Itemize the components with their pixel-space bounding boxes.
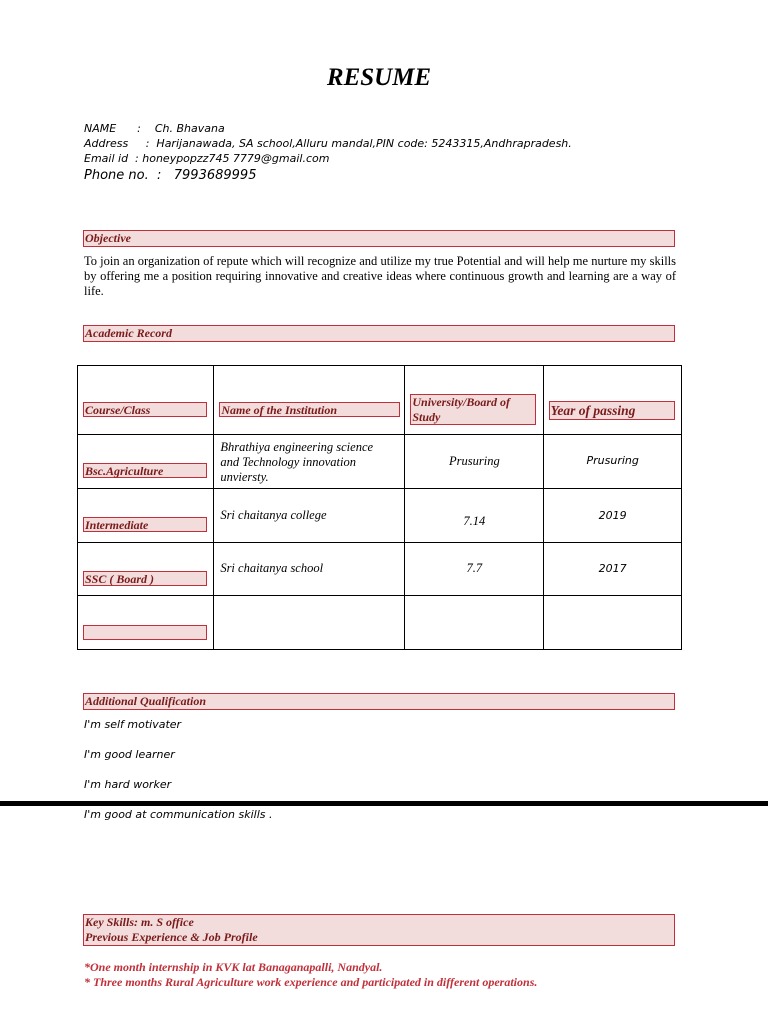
table-row [78, 435, 682, 489]
experience-item: * Three months Rural Agriculture work experience and participated in different operations. [84, 975, 538, 989]
experience-item: *One month internship in KVK lat Banaganapalli, Nandyal. [84, 960, 383, 974]
year-cell: Prusuring [586, 454, 639, 467]
horizontal-divider [0, 801, 768, 806]
header-course: Course/Class [83, 402, 207, 417]
skills-box [83, 914, 675, 946]
table-row [78, 543, 682, 596]
year-cell: 2017 [598, 562, 627, 575]
institution-cell: Sri chaitanya school [220, 561, 324, 575]
list-item: I'm good at communication skills . [84, 808, 273, 821]
address-line: Address : Harijanawada, SA school,Alluru mandal,PIN code: 5243315,Andhrapradesh. [84, 137, 572, 150]
academic-heading: Academic Record [83, 325, 675, 342]
board-cell: Prusuring [449, 454, 500, 468]
table-row [78, 489, 682, 543]
course-cell: Intermediate [83, 517, 207, 532]
institution-cell: Sri chaitanya college [220, 508, 327, 522]
key-skills-line: Key Skills: m. S office [85, 915, 194, 929]
objective-heading: Objective [83, 230, 675, 247]
header-institution: Name of the Institution [219, 402, 400, 417]
course-cell: SSC ( Board ) [83, 571, 207, 586]
table-header-row [78, 366, 682, 435]
list-item: I'm hard worker [84, 778, 172, 791]
table-row [78, 596, 682, 650]
name-line: NAME : Ch. Bhavana [84, 122, 225, 135]
objective-text: To join an organization of repute which will recognize and utilize my true Potential and will help me nurture my skills by offering me a position requiring innovative and creative ideas where continuous growth and learning are a way of life. [84, 254, 676, 298]
additional-heading: Additional Qualification [83, 693, 675, 710]
list-item: I'm self motivater [84, 718, 182, 731]
resume-title: RESUME [326, 64, 432, 91]
experience-heading: Previous Experience & Job Profile [85, 930, 258, 944]
course-cell [83, 625, 207, 640]
list-item: I'm good learner [84, 748, 175, 761]
course-cell: Bsc.Agriculture [83, 463, 207, 478]
year-cell: 2019 [598, 509, 627, 522]
institution-cell: Bhrathiya engineering science and Technology innovation unviersty. [220, 440, 374, 484]
header-board: University/Board of Study [410, 394, 536, 425]
academic-table [77, 365, 682, 650]
board-cell: 7.14 [463, 514, 486, 528]
header-year: Year of passing [549, 401, 675, 420]
email-line: Email id : honeypopzz745 7779@gmail.com [84, 152, 330, 165]
phone-line: Phone no. : 7993689995 [84, 168, 257, 183]
board-cell: 7.7 [466, 561, 483, 575]
